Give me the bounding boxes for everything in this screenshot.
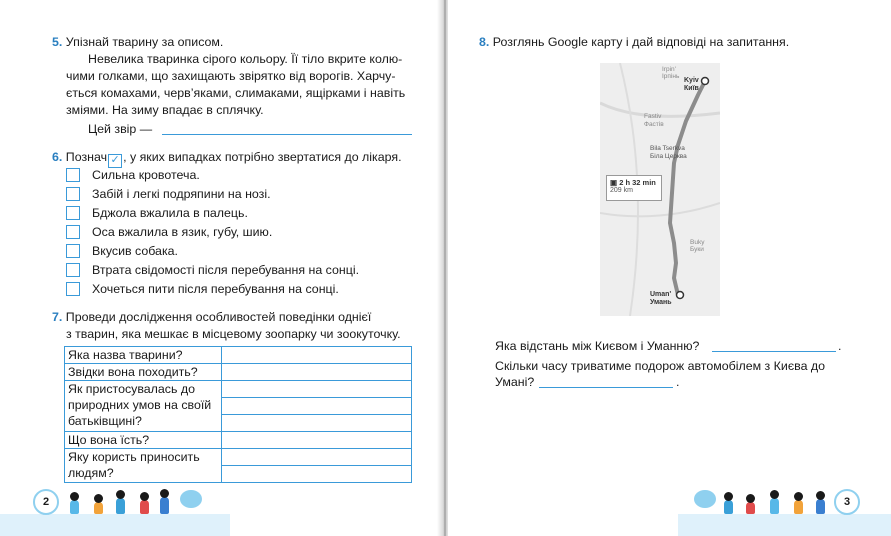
task6-checkbox-7[interactable] xyxy=(66,282,80,296)
task6-number: 6. xyxy=(52,150,63,164)
task7-number: 7. xyxy=(52,310,63,324)
map-label-irpin-ua: Ірпінь xyxy=(662,73,680,80)
task6-option-5: Вкусив собака. xyxy=(92,244,178,258)
car-icon: ▣ xyxy=(610,178,618,187)
map-label-kyiv: Kyiv xyxy=(684,77,699,84)
task8-heading xyxy=(479,34,789,51)
map-label-buky: Buky xyxy=(690,239,705,246)
task6-checkbox-5[interactable] xyxy=(66,244,80,258)
route-info-box[interactable] xyxy=(606,175,662,201)
task5-heading xyxy=(52,34,223,51)
table-row xyxy=(65,432,412,449)
task6-option-7: Хочеться пити після перебування на сонці. xyxy=(92,282,339,296)
table-answer-cell[interactable] xyxy=(222,347,412,364)
map-label-fastiv: Fastiv xyxy=(644,113,662,120)
start-marker xyxy=(702,78,709,85)
page-number: 2 xyxy=(42,496,50,508)
question-2-answer-line[interactable] xyxy=(539,387,673,388)
footer-band xyxy=(678,514,891,536)
task5-line-1: Невелика тваринка сірого кольору. Її тіло вкрите колю- xyxy=(88,52,403,66)
task6-checkbox-6[interactable] xyxy=(66,263,80,277)
google-map[interactable] xyxy=(600,63,720,316)
task8-title: Розглянь Google карту і дай відповіді на запитання. xyxy=(492,35,790,49)
task6-option-2: Забій і легкі подряпини на нозі. xyxy=(92,187,271,201)
question-1-text: Яка відстань між Києвом і Уманню? xyxy=(495,339,700,353)
table-question xyxy=(65,449,222,483)
task6-heading xyxy=(52,149,402,168)
table-answer-cell[interactable] xyxy=(222,364,412,381)
table-answer-cell[interactable] xyxy=(222,449,412,483)
task5-number: 5. xyxy=(52,35,63,49)
page-number-badge xyxy=(33,489,59,515)
task5-title: Упізнай тварину за описом. xyxy=(65,35,224,49)
footer-band xyxy=(0,514,230,536)
route-time-text: 2 h 32 min xyxy=(619,178,656,187)
checkmark-icon: ✓ xyxy=(108,154,122,168)
page-number-badge xyxy=(834,489,860,515)
task7-line-1: Проведи дослідження особливостей поведінки однієї xyxy=(65,310,372,324)
task7-line-2: з тварин, яка мешкає в місцевому зоопарку чи зоокуточку. xyxy=(66,327,401,341)
question-text: Звідки вона походить? xyxy=(68,365,198,379)
task5-line-2: чими голками, що захищають звірятко від ворогів. Харчу- xyxy=(66,69,396,83)
task6-checkbox-2[interactable] xyxy=(66,187,80,201)
table-question xyxy=(65,381,222,432)
task6-option-6: Втрата свідомості після перебування на сонці. xyxy=(92,263,360,277)
question-text: людям? xyxy=(68,466,114,480)
page-number: 3 xyxy=(843,496,851,508)
map-label-bila-ua: Біла Церква xyxy=(650,153,687,160)
question-text: природних умов на своїй xyxy=(68,398,212,412)
map-label-buky-ua: Буки xyxy=(690,246,704,253)
task5-line-4: зміями. На зиму впадає в сплячку. xyxy=(66,103,264,117)
route-line xyxy=(670,81,705,295)
table-row xyxy=(65,364,412,381)
task6-checkbox-3[interactable] xyxy=(66,206,80,220)
left-page xyxy=(0,0,444,536)
question-text: Яку користь приносить xyxy=(68,450,200,464)
map-road xyxy=(600,203,720,216)
question-text: батьківщині? xyxy=(68,414,142,428)
task5-answer-line[interactable] xyxy=(162,134,412,135)
table-row xyxy=(65,347,412,364)
table-row xyxy=(65,381,412,432)
task6-option-4: Оса вжалила в язик, губу, шию. xyxy=(92,225,273,239)
task6-checkbox-1[interactable] xyxy=(66,168,80,182)
table-answer-cell[interactable] xyxy=(222,381,412,432)
map-label-fastiv-ua: Фастів xyxy=(644,121,664,128)
table-row xyxy=(65,449,412,483)
map-label-uman: Uman' xyxy=(650,291,672,298)
question-2-end: . xyxy=(676,375,680,389)
question-2-line-1: Скільки часу триватиме подорож автомобілем з Києва до xyxy=(495,359,826,373)
question-1 xyxy=(495,338,699,355)
flower-icon xyxy=(694,490,716,508)
question-1-answer-line[interactable] xyxy=(712,351,836,352)
task6-title-before: Познач xyxy=(65,150,108,164)
question-text: Що вона їсть? xyxy=(68,433,150,447)
map-label-uman-ua: Умань xyxy=(650,299,672,306)
map-label-bila: Bila Tserkva xyxy=(650,145,685,152)
question-2-line-2: Умані? xyxy=(495,375,535,389)
observation-table xyxy=(64,346,412,483)
question-1-end: . xyxy=(838,339,842,353)
route-time xyxy=(610,178,658,187)
task5-answer-label: Цей звір — xyxy=(88,122,153,136)
table-answer-cell[interactable] xyxy=(222,432,412,449)
task8-number: 8. xyxy=(479,35,490,49)
map-label-irpin: Irpin' xyxy=(662,66,676,73)
task6-title-after: , у яких випадках потрібно звертатися до лікаря. xyxy=(123,150,402,164)
flower-icon xyxy=(180,490,202,508)
table-question xyxy=(65,347,222,364)
task6-option-1: Сильна кровотеча. xyxy=(92,168,200,182)
map-label-kyiv-ua: Київ xyxy=(684,85,699,92)
question-text: Яка назва тварини? xyxy=(68,348,183,362)
task6-checkbox-4[interactable] xyxy=(66,225,80,239)
question-text: Як пристосувалась до xyxy=(68,382,196,396)
task5-line-3: ється комахами, черв’яками, слимаками, ящірками і навіть xyxy=(66,86,406,100)
table-question xyxy=(65,364,222,381)
end-marker xyxy=(677,292,684,299)
task6-option-3: Бджола вжалила в палець. xyxy=(92,206,248,220)
table-question xyxy=(65,432,222,449)
route-distance: 209 km xyxy=(610,187,633,194)
task7-heading xyxy=(52,309,371,326)
